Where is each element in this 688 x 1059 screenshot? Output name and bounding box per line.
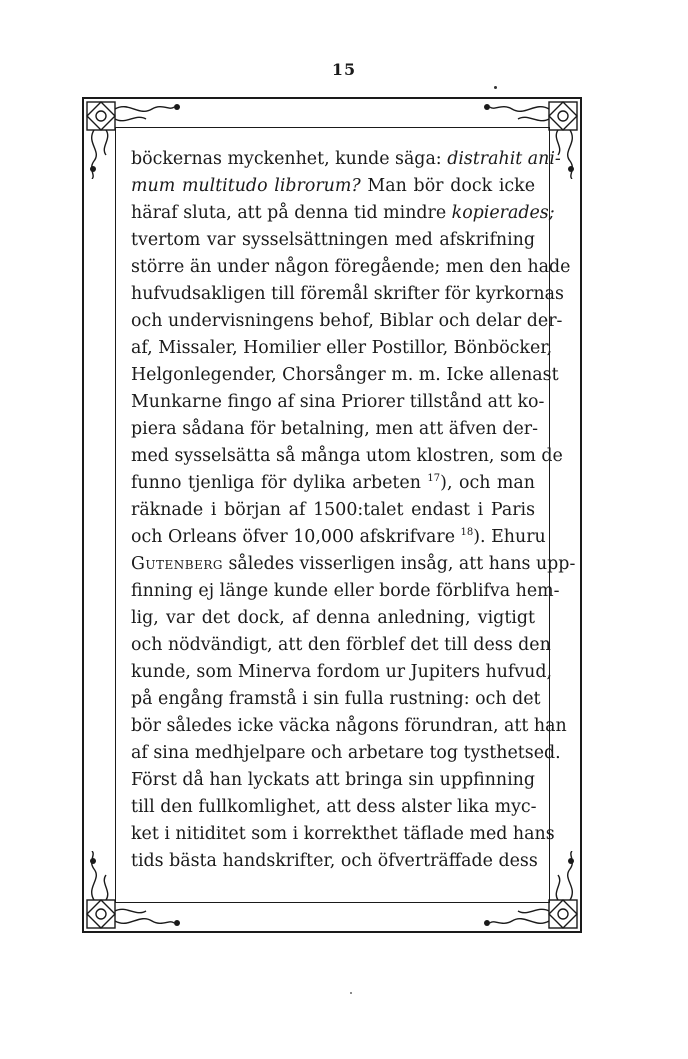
footnote-ref-18: 18 <box>460 527 474 539</box>
text-line <box>131 551 576 578</box>
emphasis: kopierades; <box>451 203 555 223</box>
text-line: till den fullkomlighet, att dess alster lika myc- <box>131 797 537 817</box>
text-line: kunde, som Minerva fordom ur Jupiters hufvud, <box>131 662 553 682</box>
text-line: på engång framstå i sin fulla rustning: och det <box>131 689 541 709</box>
latin-quote: distrahit ani- <box>447 149 561 169</box>
body-text <box>131 146 576 875</box>
printer-mark <box>350 992 352 994</box>
text-line <box>131 524 546 551</box>
text-line: tids bästa handskrifter, och öfverträffade dess <box>131 851 538 871</box>
text-span: funno tjenliga för dylika arbeten <box>131 473 428 493</box>
text-line: Munkarne fingo af sina Priorer tillstånd att ko- <box>131 392 545 412</box>
text-span: häraf sluta, att på denna tid mindre <box>131 203 452 223</box>
text-line: af, Missaler, Homilier eller Postillor, Bönböcker, <box>131 338 553 358</box>
text-line: och undervisningens behof, Biblar och delar der- <box>131 311 563 331</box>
text-line <box>131 146 561 173</box>
text-span: böckernas myckenhet, kunde säga: <box>131 149 448 169</box>
footnote-ref-17: 17 <box>427 473 441 485</box>
text-line: af sina medhjelpare och arbetare tog tysthetsed. <box>131 743 561 763</box>
text-line: finning ej länge kunde eller borde förblifva hem- <box>131 581 560 601</box>
text-span: ). Ehuru <box>473 527 546 547</box>
text-line <box>131 470 535 497</box>
text-line: räknade i början af 1500:talet endast i Paris <box>131 500 535 520</box>
text-span: således visserligen insåg, att hans upp- <box>222 554 576 574</box>
text-line: Helgonlegender, Chorsånger m. m. Icke allenast <box>131 365 559 385</box>
text-line: tvertom var sysselsättningen med afskrifning <box>131 230 535 250</box>
page-number: 15 <box>331 60 357 79</box>
text-line: och nödvändigt, att den förblef det till dess den <box>131 635 551 655</box>
text-span: ), och man <box>440 473 535 493</box>
text-line <box>131 173 535 200</box>
text-line: med sysselsätta så många utom klostren, som de <box>131 446 563 466</box>
text-line: Först då han lyckats att bringa sin uppfinning <box>131 770 535 790</box>
latin-quote: mum multitudo librorum? <box>131 176 361 196</box>
text-span: Man bör dock icke <box>360 176 536 196</box>
text-line: piera sådana för betalning, men att äfven der- <box>131 419 538 439</box>
text-line: ket i nitiditet som i korrekthet täflade med hans <box>131 824 555 844</box>
text-line: bör således icke väcka någons förundran, att han <box>131 716 567 736</box>
text-line: lig, var det dock, af denna anledning, vigtigt <box>131 608 535 628</box>
name-gutenberg: Gutenberg <box>131 554 223 574</box>
printer-mark <box>494 86 497 89</box>
text-line <box>131 200 555 227</box>
text-span: och Orleans öfver 10,000 afskrifvare <box>131 527 461 547</box>
text-line: större än under någon föregående; men den hade <box>131 257 571 277</box>
text-line: hufvudsakligen till föremål skrifter för kyrkornas <box>131 284 564 304</box>
